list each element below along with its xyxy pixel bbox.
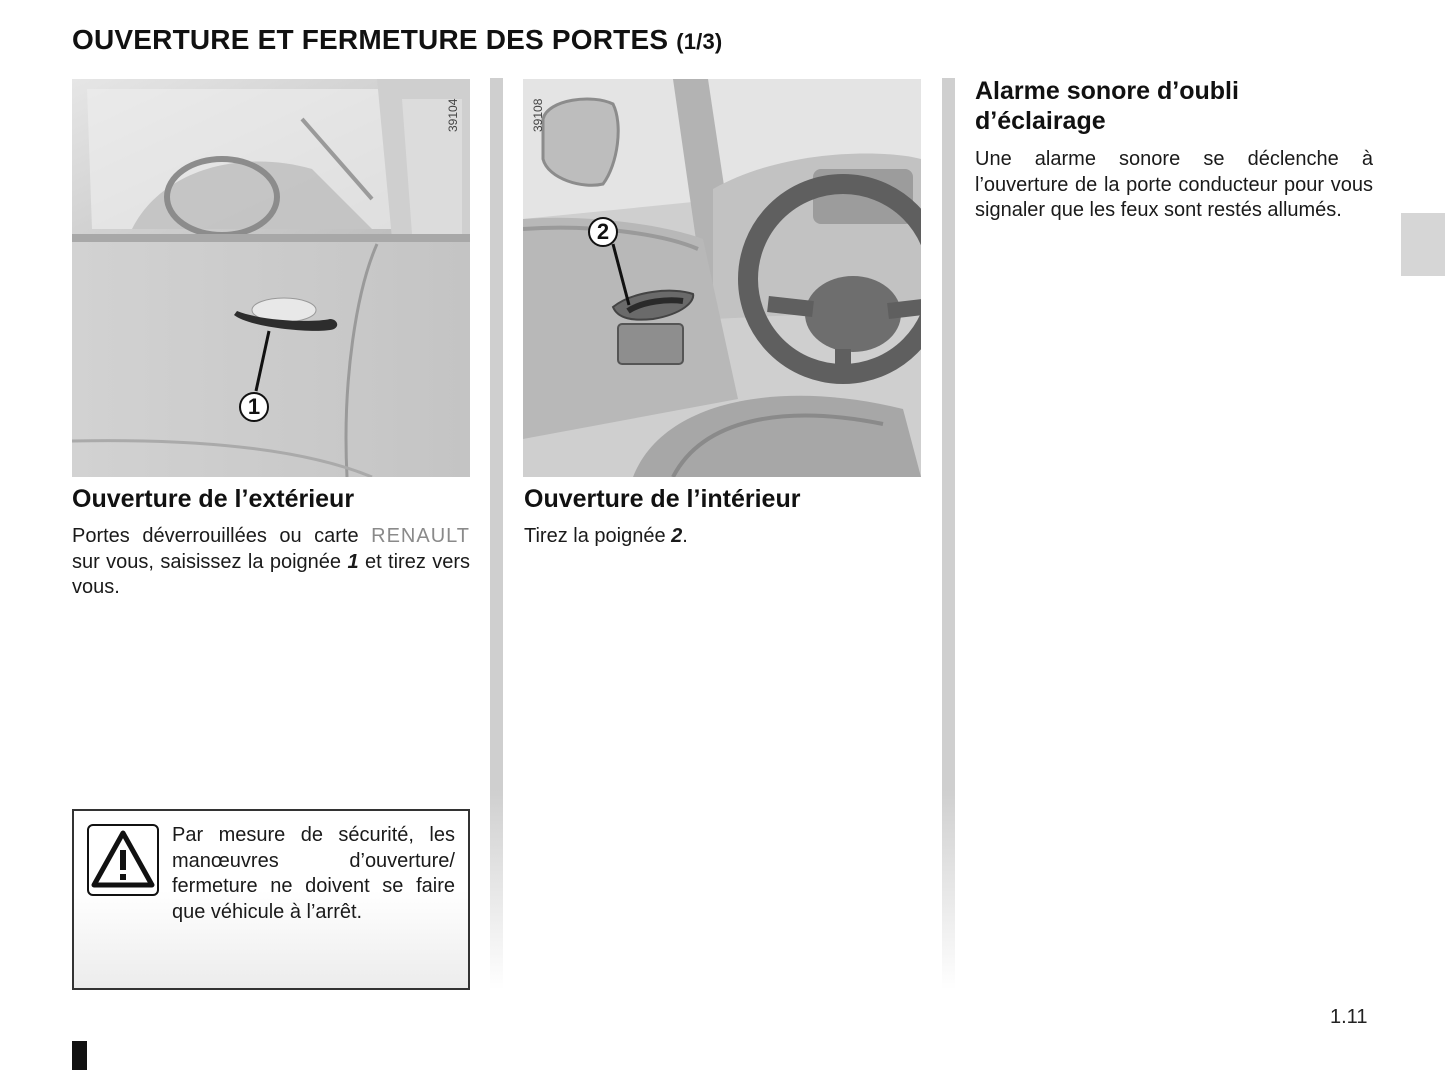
figure-interior-door (523, 79, 921, 477)
paragraph-exterior-opening: Portes déverrouillées ou carte RENAULT sur vous, saisissez la poignée 1 et tirez vers vous. (72, 525, 471, 598)
section-tab (1401, 213, 1445, 276)
interior-door-illustration (523, 79, 921, 477)
warning-triangle-icon (87, 824, 159, 896)
column-divider-1 (490, 78, 503, 990)
corner-mark (72, 1041, 87, 1070)
warning-text: Par mesure de sécurité, les manœuvres d’ouverture/ fermeture ne doivent se faire que véhicule à l’arrêt. (172, 824, 455, 923)
figure-number-39108: 39108 (531, 98, 545, 132)
heading-exterior-opening: Ouverture de l’extérieur (72, 485, 355, 513)
heading-interior-opening: Ouverture de l’intérieur (524, 485, 801, 513)
handle-ref-2: 2 (671, 525, 683, 547)
page-title: OUVERTURE ET FERMETURE DES PORTES (1/3) (72, 24, 723, 55)
page-number: 1.11 (1330, 1006, 1368, 1028)
paragraph-lights-alarm: Une alarme sonore se déclenche à l’ouverture de la porte conducteur pour vous signaler que les feux sont restés allumés. (975, 148, 1373, 221)
figure-exterior-door (72, 79, 470, 477)
figure-number-39104: 39104 (446, 98, 460, 132)
callout-1: 1 (239, 392, 269, 422)
page-title-suffix: (1/3) (676, 29, 723, 54)
brand-renault: RENAULT (371, 525, 470, 547)
heading-lights-alarm: Alarme sonore d’oubli d’éclairage (975, 77, 1239, 135)
paragraph-interior-opening: Tirez la poignée 2. (524, 525, 688, 547)
exterior-door-illustration (72, 79, 470, 477)
callout-2: 2 (588, 217, 618, 247)
column-divider-2 (942, 78, 955, 990)
safety-warning-box (72, 809, 470, 990)
handle-ref-1: 1 (347, 550, 359, 573)
